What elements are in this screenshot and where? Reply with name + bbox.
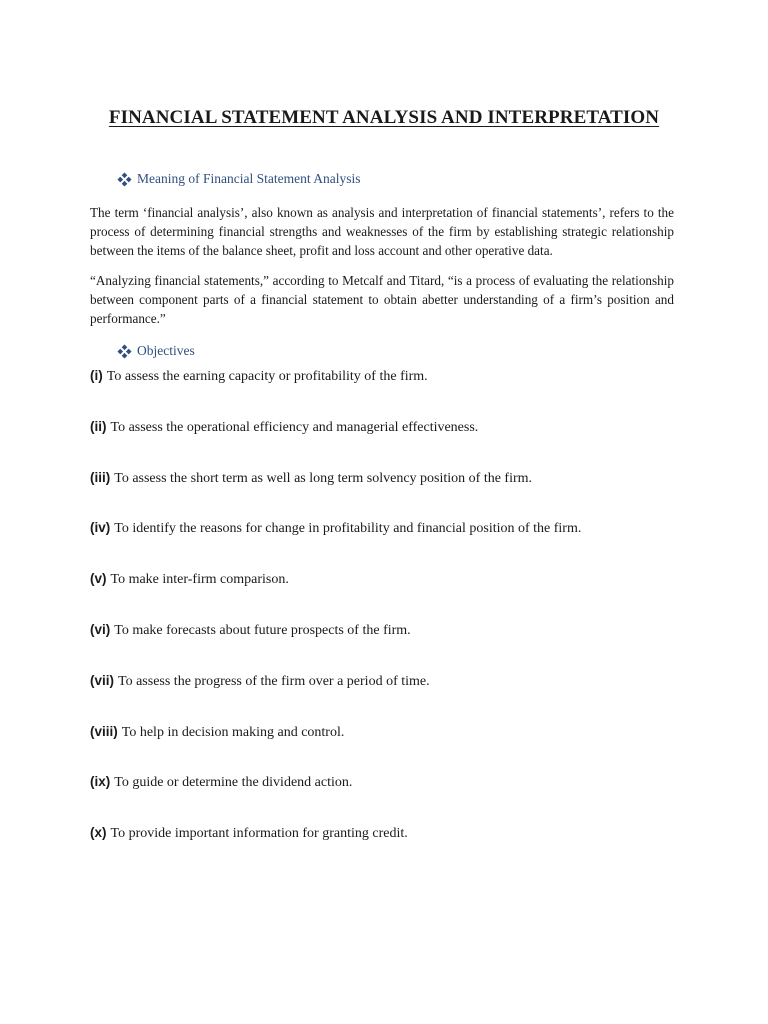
paragraph-quote: “Analyzing financial statements,” according to Metcalf and Titard, “is a process of evaluating the relationship between component parts of a financial statement to obtain abetter understanding of a firm’s position and performance.” <box>90 273 674 326</box>
item-text: To identify the reasons for change in profitability and financial position of the firm. <box>114 521 582 537</box>
item-number: (vi) <box>90 621 111 637</box>
item-number: (iii) <box>90 469 111 485</box>
item-number: (ix) <box>90 774 111 790</box>
item-number: (v) <box>90 571 107 587</box>
item-text: To make forecasts about future prospects of the firm. <box>114 622 411 638</box>
item-text: To make inter-firm comparison. <box>110 572 289 588</box>
list-item <box>90 468 581 519</box>
item-number: (vii) <box>90 672 115 688</box>
item-text: To assess the earning capacity or profitability of the firm. <box>106 369 428 384</box>
list-item <box>90 366 581 417</box>
list-item <box>90 569 581 620</box>
objectives-list <box>90 366 581 874</box>
item-number: (iv) <box>90 520 111 536</box>
list-item <box>90 671 581 722</box>
list-item <box>90 417 581 468</box>
item-number: (ii) <box>90 418 107 434</box>
item-text: To assess the operational efficiency and managerial effectiveness. <box>110 419 479 435</box>
item-text: To guide or determine the dividend action. <box>114 775 353 791</box>
item-text: To provide important information for granting credit. <box>110 826 408 842</box>
item-text: To assess the short term as well as long term solvency position of the firm. <box>114 470 533 486</box>
four-diamond-bullet-icon <box>117 172 132 187</box>
item-text: To help in decision making and control. <box>121 724 345 740</box>
section-heading-label: Objectives <box>137 343 195 358</box>
item-text: To assess the progress of the firm over a period of time. <box>118 673 430 689</box>
section-heading-objectives <box>117 343 195 359</box>
list-item <box>90 823 581 874</box>
list-item <box>90 518 581 569</box>
document-title: FINANCIAL STATEMENT ANALYSIS AND INTERPRETATION <box>108 107 660 128</box>
section-heading-label: Meaning of Financial Statement Analysis <box>137 171 361 186</box>
item-number: (viii) <box>90 723 118 739</box>
section-heading-meaning <box>117 171 360 187</box>
list-item <box>90 772 581 823</box>
list-item <box>90 620 581 671</box>
paragraph-definition: The term ‘financial analysis’, also known as analysis and interpretation of financial statements’, refers to the process of determining financial strengths and weaknesses of the firm by establishing strategic relationship between the items of the balance sheet, profit and loss account and other operative data. <box>90 205 674 258</box>
list-item <box>90 722 581 773</box>
item-number: (i) <box>90 368 103 383</box>
four-diamond-bullet-icon <box>117 344 132 359</box>
item-number: (x) <box>90 825 107 841</box>
